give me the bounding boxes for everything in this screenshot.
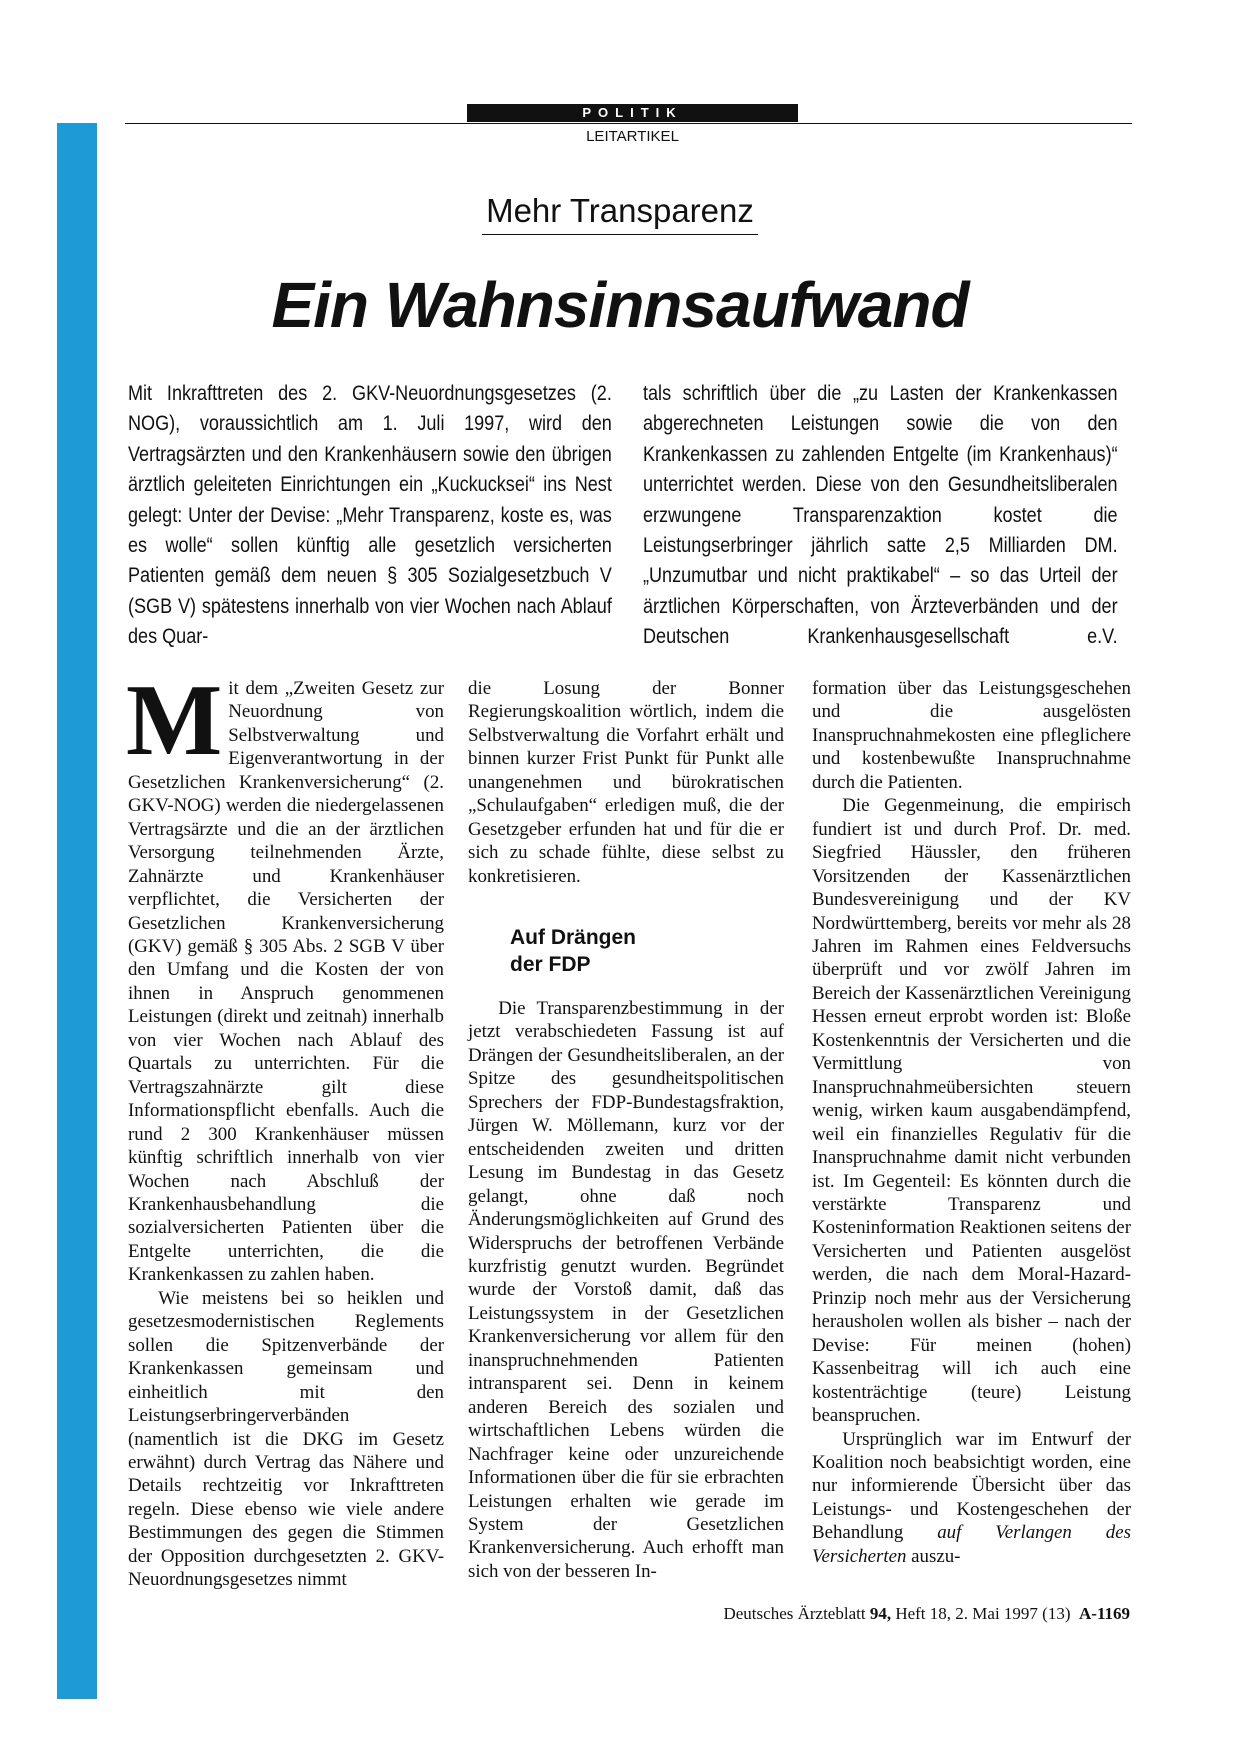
body-column-2 [468, 677, 784, 888]
page-footer [723, 1604, 1130, 1624]
body-paragraph: formation über das Leistungsgeschehen und die ausgelösten Inanspruchnahmekosten eine pfleglichere und kostenbewußte Inanspruchnahme durch die Patienten. [812, 678, 1131, 793]
body-paragraph [126, 664, 444, 1287]
drop-cap: M [126, 664, 223, 777]
lead-paragraph-right: tals schriftlich über die „zu Lasten der Krankenkassen abgerechneten Leistungen sowie die von den Krankenkassen zu zahlenden Entgelte (im Krankenhaus)“ unterrichtet werden. Diese von den Gesundheitsliberalen erzwungene Transparenzaktion kostet die Leistungserbringer jährlich satte 2,5 Milliarden DM. „Unzumutbar und nicht praktikabel“ – so das Urteil der ärztlichen Körperschaften, von Ärzteverbänden und der Deutschen Krankenhausgesellschaft e.V. [643, 381, 1118, 649]
page-number: A-1169 [1079, 1604, 1130, 1623]
accent-sidebar-bar [57, 123, 97, 1699]
subheading-line-1: Auf Drängen [510, 926, 636, 949]
body-column-2-continued [468, 997, 784, 1583]
subheading-line-2: der FDP [510, 953, 591, 976]
lead-paragraph-left: Mit Inkrafttreten des 2. GKV-Neuordnungsgesetzes (2. NOG), voraussichtlich am 1. Juli 1997, wird den Vertragsärzten und den Krankenhäusern sowie den übrigen ärztlich geleiteten Einrichtungen ein „Kuckucksei“ ins Nest gelegt: Unter der Devise: „Mehr Transparenz, koste es, was es wolle“ sollen künftig alle gesetzlich versicherten Patienten gemäß dem neuen § 305 Sozialgesetzbuch V (SGB V) spätestens innerhalb von vier Wochen nach Ablauf des Quar- [128, 381, 612, 649]
issue-info: Heft 18, 2. Mai 1997 (13) [895, 1604, 1071, 1623]
paragraph-text: Ursprünglich war im Entwurf der Koalition noch beabsichtigt worden, eine nur informierende Übersicht über das Leistungs- und Kostengeschehen der Behandlung [812, 1428, 1131, 1544]
body-paragraph: Die Gegenmeinung, die empirisch fundiert ist und durch Prof. Dr. med. Siegfried Häussler, den früheren Vorsitzenden der Kassenärztlichen Bundesvereinigung und der KV Nordwürttemberg, bereits vor mehr als 28 Jahren im Rahmen eines Feldversuchs überprüft und vor zwölf Jahren im Bereich der Kassenärztlichen Vereinigung Hessen erneut erprobt worden ist: Bloße Kostenkenntnis der Versicherten und die Vermittlung von Inanspruchnahmeübersichten steuern wenig, wirken kaum ausgabendämpfend, weil ein finanzielles Regulativ für die Inanspruchnahme damit nicht verbunden ist. Im Gegenteil: Es könnten durch die verstärkte Transparenz und Kosteninformation Reaktionen seitens der Versicherten und Patienten ausgelöst werden, die nach dem Moral-Hazard-Prinzip noch mehr aus der Versicherung herausholen wollen als bisher – nach der Devise: Für meinen (hohen) Kassenbeitrag will ich auch eine kostenträchtige (teure) Leistung beanspruchen. [812, 795, 1131, 1427]
section-tag: POLITIK [467, 104, 798, 122]
body-paragraph: die Losung der Bonner Regierungskoalition wörtlich, indem die Selbstverwaltung die Vorfahrt erhält und binnen kurzer Frist Punkt für Punkt alle unangenehmen und bürokratischen „Schulaufgaben“ erledigen muß, die der Gesetzgeber erfunden hat und für die er sich zu schade fühlte, diese selbst zu konkretisieren. [468, 678, 784, 887]
paragraph-text: auszu- [906, 1545, 961, 1567]
journal-volume: 94, [869, 1604, 892, 1623]
body-paragraph [812, 1428, 1131, 1569]
subsection-tag: LEITARTIKEL [586, 128, 679, 145]
header-rule [125, 123, 1132, 124]
article-kicker [0, 192, 1240, 235]
emphasized-text: auf Verlangen des Versicherten [812, 1522, 1131, 1567]
section-subheading [510, 924, 636, 978]
article-headline: Ein Wahnsinnsaufwand [271, 269, 969, 341]
body-paragraph: Wie meistens bei so heiklen und gesetzesmodernistischen Reglements sollen die Spitzenverbände der Krankenkassen gemeinsam und einheitlich mit den Leistungserbringerverbänden (namentlich ist die DKG im Gesetz erwähnt) durch Vertrag das Nähere und Details rechtzeitig vor Inkrafttreten regeln. Diese ebenso wie viele andere Bestimmungen des gegen die Stimmen der Opposition durchgesetzten 2. GKV-Neuordnungsgesetzes nimmt [128, 1287, 444, 1591]
body-paragraph: Die Transparenzbestimmung in der jetzt verabschiedeten Fassung ist auf Drängen der Gesundheitsliberalen, an der Spitze des gesundheitspolitischen Sprechers der FDP-Bundestagsfraktion, Jürgen W. Möllemann, kurz vor der entscheidenden zweiten und dritten Lesung im Bundestag in das Gesetz gelangt, ohne daß noch Änderungsmöglichkeiten auf Grund des Widerspruchs der betroffenen Verbände kurzfristig genutzt wurden. Begründet wurde der Vorstoß damit, daß das Leistungssystem in der Gesetzlichen Krankenversicherung vor allem für den inanspruchnehmenden Patienten intransparent sei. Denn in keinem anderen Bereich des sozialen und wirtschaftlichen Lebens würden die Nachfrager keine oder unzureichende Informationen über die für sie erbrachten Leistungen erhalten wie gerade im System der Gesetzlichen Krankenversicherung. Auch erhofft man sich von der besseren In- [468, 998, 784, 1582]
body-column-1 [126, 664, 444, 1592]
paragraph-text: it dem „Zweiten Gesetz zur Neuordnung von Selbstverwaltung und Eigenverantwortung in der Gesetzlichen Krankenversicherung“ (2. GKV-NOG) werden die niedergelassenen Vertragsärzte und die an der ärztlichen Versorgung teilnehmenden Ärzte, Zahnärzte und Krankenhäuser verpflichtet, die Versicherten der Gesetzlichen Krankenversicherung (GKV) gemäß § 305 Abs. 2 SGB V über den Umfang und die Kosten der von ihnen in Anspruch genommenen Leistungen (direkt und zeitnah) innerhalb von vier Wochen nach Ablauf des Quartals zu unterrichten. Für die Vertragszahnärzte gilt diese Informationspflicht ebenfalls. Auch die rund 2 300 Krankenhäuser müssen künftig schriftlich innerhalb von vier Wochen nach Abschluß der Krankenhausbehandlung die sozialversicherten Patienten über die Entgelte unterrichten, die die Krankenkassen zu zahlen haben. [128, 678, 444, 1286]
kicker-text: Mehr Transparenz [482, 192, 758, 235]
body-column-3 [812, 677, 1131, 1568]
journal-name: Deutsches Ärzteblatt [723, 1604, 866, 1623]
